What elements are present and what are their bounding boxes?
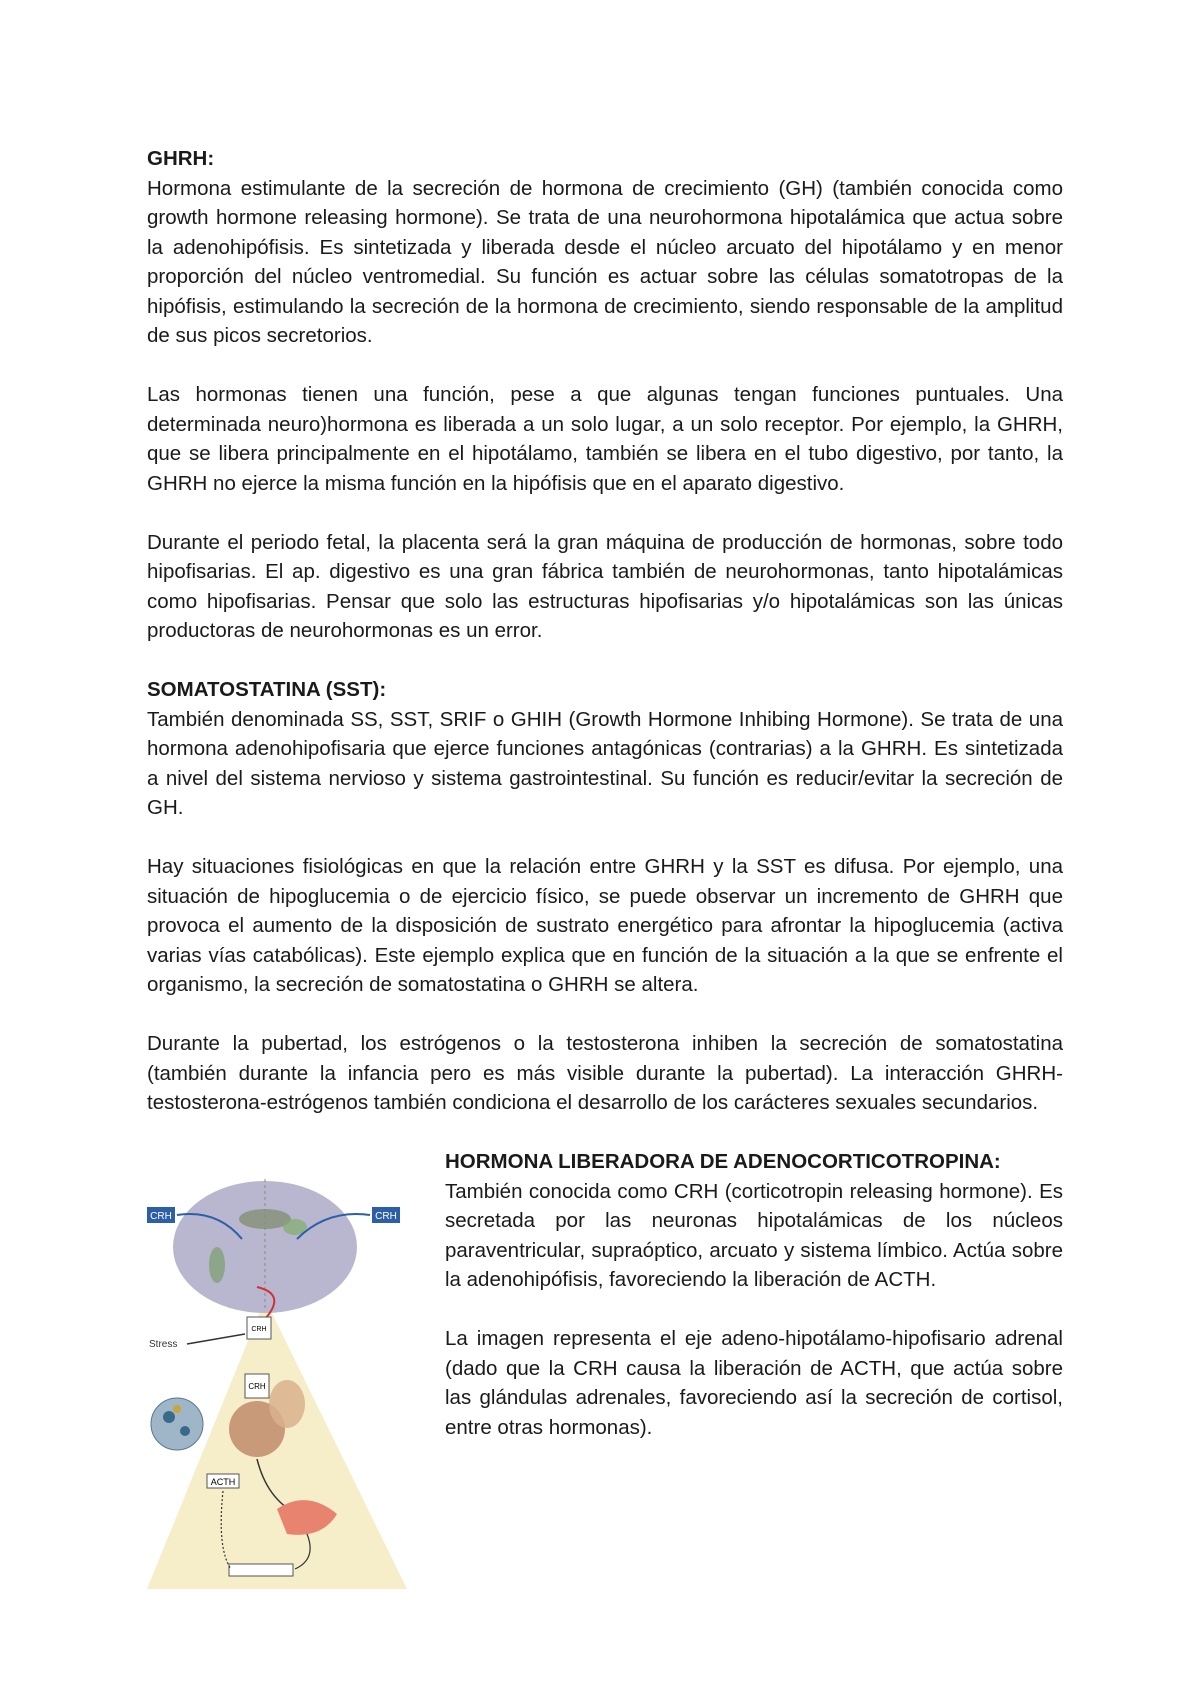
ghrh-paragraph-1: Hormona estimulante de la secreción de hormona de crecimiento (GH) (también conocida como growth hormone releasing hormone). Se trata de una neurohormona hipotalámica que actua sobre la adenohipófisis. Es sintetizada y liberada desde el núcleo arcuato del hipotálamo y en menor proporción del núcleo ventromedial. Su función es actuar sobre las células somatotropas de la hipófisis, estimulando la secreción de la hormona de crecimiento, siendo responsable de la amplitud de sus picos secretorios. bbox=[147, 176, 1063, 347]
crh-right-label: CRH bbox=[375, 1211, 397, 1222]
crh-paragraph-2: La imagen representa el eje adeno-hipotálamo-hipofisario adrenal (dado que la CRH causa la liberación de ACTH, que actúa sobre las glándulas adrenales, favoreciendo así la secreción de cortisol, entre otras hormonas). bbox=[445, 1327, 1063, 1439]
hpa-axis-figure bbox=[147, 1169, 417, 1589]
ghrh-paragraph-2: Las hormonas tienen una función, pese a que algunas tengan funciones puntuales. Una determinada neuro)hormona es liberada a un solo lugar, a un solo receptor. Por ejemplo, la GHRH, que se libera principalmente en el hipotálamo, también se libera en el tubo digestivo, por tanto, la GHRH no ejerce la misma función en la hipófisis que en el aparato digestivo. bbox=[147, 383, 1063, 495]
stress-label: Stress bbox=[149, 1339, 178, 1350]
sst-paragraph-2: Hay situaciones fisiológicas en que la relación entre GHRH y la SST es difusa. Por ejemplo, una situación de hipoglucemia o de ejercicio físico, se puede observar un incremento de GHRH que provoca el aumento de la disposición de sustrato energético para afrontar la hipoglucemia (activa varias vías catabólicas). Este ejemplo explica que en función de la situación a la que se enfrente el organismo, la secreción de somatostatina o GHRH se altera. bbox=[147, 855, 1063, 996]
ghrh-paragraph-3: Durante el periodo fetal, la placenta será la gran máquina de producción de hormonas, sobre todo hipofisarias. El ap. digestivo es una gran fábrica también de neurohormonas, tanto hipotalámicas como hipofisarias. Pensar que solo las estructuras hipofisarias y/o hipotalámicas son las únicas productoras de neurohormonas es un error. bbox=[147, 530, 1063, 642]
crh-left-label: CRH bbox=[150, 1211, 172, 1222]
crh-box-small-label: CRH bbox=[251, 1326, 267, 1333]
acth-label: ACTH bbox=[210, 1477, 236, 1487]
crh-heading: HORMONA LIBERADORA DE ADENOCORTICOTROPINA: bbox=[445, 1150, 1001, 1173]
sst-heading: SOMATOSTATINA (SST): bbox=[147, 678, 387, 701]
ghrh-heading: GHRH: bbox=[147, 147, 215, 170]
sst-paragraph-1: También denominada SS, SST, SRIF o GHIH (Growth Hormone Inhibing Hormone). Se trata de una hormona adenohipofisaria que ejerce funciones antagónicas (contrarias) a la GHRH. Es sintetizada a nivel del sistema nervioso y sistema gastrointestinal. Su función es reducir/evitar la secreción de GH. bbox=[147, 707, 1063, 819]
crh-text-column bbox=[445, 1147, 1063, 1589]
cortisol-box bbox=[229, 1564, 293, 1576]
crh-paragraph-1: También conocida como CRH (corticotropin releasing hormone). Es secretada por las neuronas hipotalámicas de los núcleos paraventricular, supraóptico, arcuato y sistema límbico. Actúa sobre la adenohipófisis, favoreciendo la liberación de ACTH. bbox=[445, 1179, 1063, 1291]
crh-section bbox=[147, 1147, 1063, 1589]
document-content bbox=[147, 144, 1063, 1589]
crh-box-label: CRH bbox=[248, 1382, 266, 1391]
hpa-axis-diagram bbox=[147, 1169, 417, 1589]
sst-paragraph-3: Durante la pubertad, los estrógenos o la testosterona inhiben la secreción de somatostatina (también durante la infancia pero es más visible durante la pubertad). La interacción GHRH-testosterona-estrógenos también condiciona el desarrollo de los carácteres sexuales secundarios. bbox=[147, 1032, 1063, 1114]
